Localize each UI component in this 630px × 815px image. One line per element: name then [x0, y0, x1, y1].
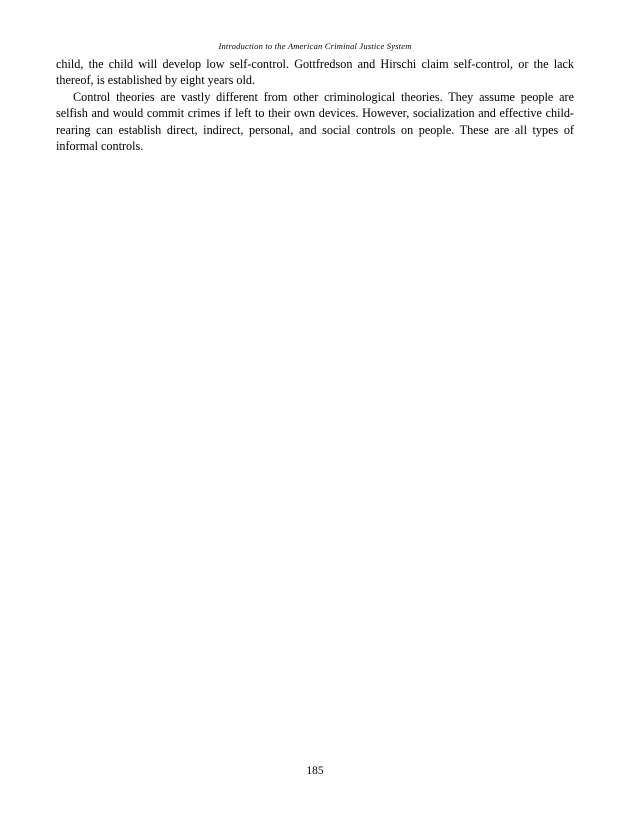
- running-head: Introduction to the American Criminal Justice System: [218, 41, 412, 51]
- body-text: [56, 56, 574, 154]
- paragraph-continuation: child, the child will develop low self-control. Gottfredson and Hirschi claim self-control, or the lack thereof, is established by eight years old.: [56, 57, 574, 88]
- page-number: 185: [306, 765, 324, 777]
- paragraph-control-theories: Control theories are vastly different from other criminological theories. They assume people are selfish and would commit crimes if left to their own devices. However, socialization and effective child-rearing can establish direct, indirect, personal, and social controls on people. These are all types of informal controls.: [56, 89, 574, 154]
